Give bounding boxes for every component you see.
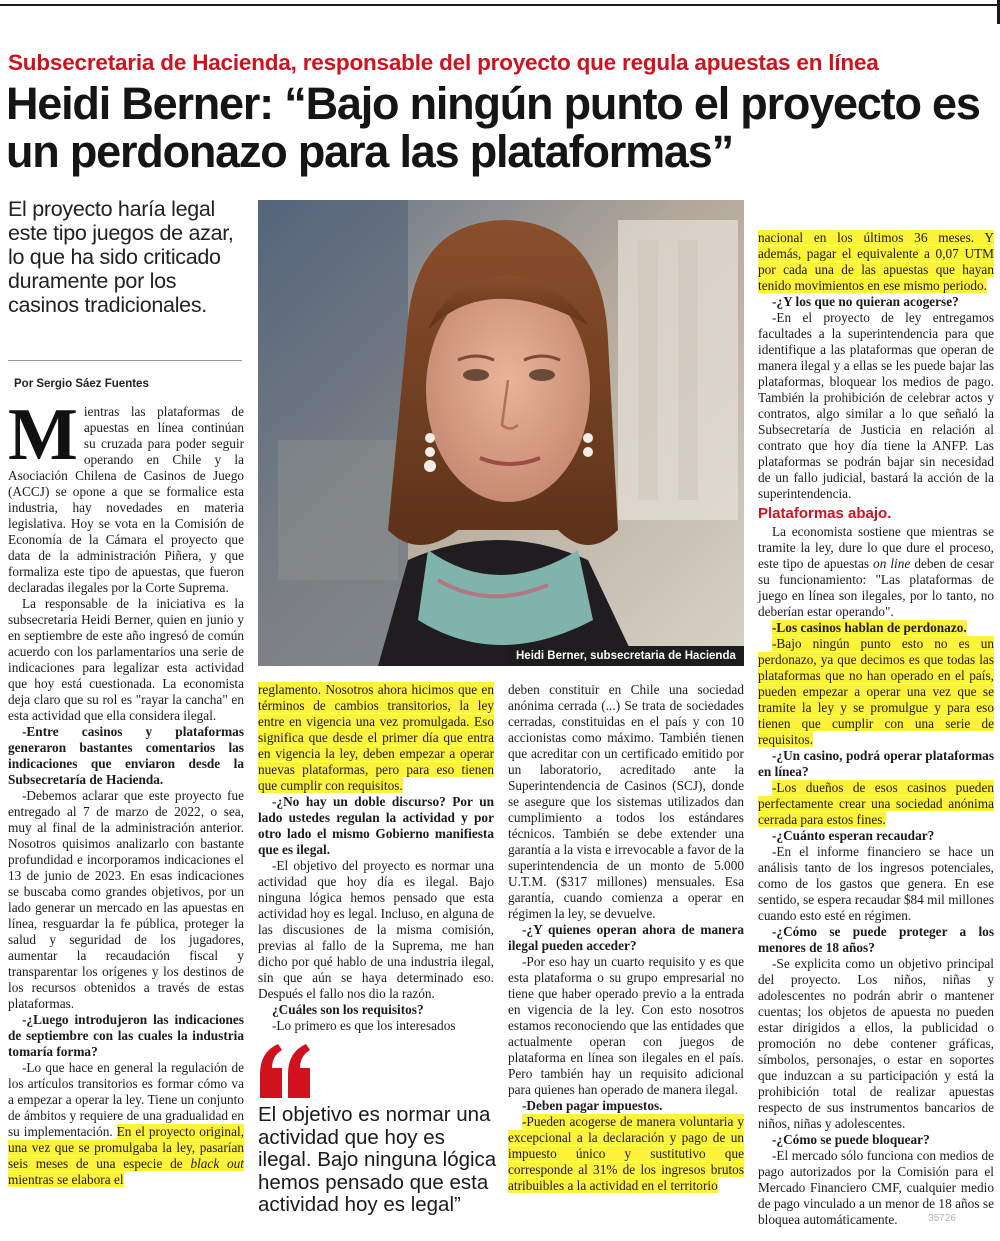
question: -Entre casinos y plataformas generaron bastantes comentarios las indicaciones que enviaron desde la Subsecretaría de Hacienda. [8, 724, 244, 787]
page-number: 35726 [928, 1213, 956, 1224]
highlighted-text: -Los dueños de esos casinos pueden perfectamente crear una sociedad anónima cerrada para estos fines. [758, 780, 994, 827]
answer: -Lo que hace en general la regulación de los artículos transitorios es formar cómo va a empezar a operar la ley. Tiene un conjunto de ámbitos y requiere de una gradualidad en su implementación. En el proyecto original, una vez que se promulgaba la ley, pasarían seis meses de una especie de black out mientras se elabora el [8, 1060, 244, 1187]
lead-paragraph: El proyecto haría legal este tipo juegos de azar, lo que ha sido criticado duramente por los casinos tradicionales. [8, 197, 234, 317]
question: -¿Un casino, podrá operar plataformas en línea? [758, 748, 994, 779]
question: -¿Cómo se puede bloquear? [772, 1132, 930, 1147]
article-column-2 [258, 682, 494, 1034]
answer: -Por eso hay un cuarto requisito y es que esta plataforma o su grupo empresarial no tiene que haber operado previo a la entrada en vigencia de la ley. Con esto nosotros estamos reconociendo que las entidades que actualmente operan con juegos de plataforma en línea son ilegales en el país. Pero también hay un requisito adicional para quienes han operado de manera ilegal. [508, 954, 744, 1097]
highlighted-italic: black out [190, 1156, 244, 1171]
question: -Deben pagar impuestos. [522, 1098, 663, 1113]
byline: Por Sergio Sáez Fuentes [14, 378, 149, 390]
question: -¿No hay un doble discurso? Por un lado ustedes regulan la actividad y por otro lado el mismo Gobierno manifiesta que es ilegal. [258, 794, 494, 857]
question: -¿Cuánto esperan recaudar? [772, 828, 935, 843]
headline: Heidi Berner: “Bajo ningún punto el proyecto es un perdonazo para las plataformas” [6, 78, 980, 177]
intro-paragraph: Mientras las plataformas de apuestas en línea continúan su cruzada para poder seguir operando en Chile y la Asociación Chilena de Casinos de Juego (ACCJ) se opone a que se formalice esta industria, hay novedades en materia legislativa. Hoy se vota en la Comisión de Economía de la Cámara el proyecto que data de la administración Piñera, y que formaliza este tipo de apuestas, que fueron declaradas ilegales por la Corte Suprema. [8, 394, 244, 595]
highlighted-text: reglamento. Nosotros ahora hicimos que en términos de cambios transitorios, la ley entre en vigencia una vez promulgada. Eso significa que desde el primer día que entra en vigencia la ley, deben empezar a operar nuevas plataformas, pero para eso tienen que cumplir con requisitos. [258, 682, 494, 793]
question: ¿Cuáles son los requisitos? [272, 1002, 424, 1017]
article-column-3 [508, 682, 744, 1194]
paragraph: deben constituir en Chile una sociedad anónima cerrada (...) Se trata de sociedades cerradas, constituidas en el país y con 10 accionistas como máximo. También tienen que acreditar con un certificado emitido por un laboratorio, acreditado ante la Superintendencia de Casinos (SCJ), donde se asegure que los sistemas utilizados dan cumplimiento a todos los estándares técnicos. También se debe extender una garantía a la vista e irrevocable a favor de la superintendencia de un monto de 5.000 U.T.M. ($317 millones) mensuales. Esa garantía, cuando comienza a operar en régimen la ley, se devuelve. [508, 682, 744, 921]
answer: -El objetivo del proyecto es normar una actividad que hoy día es ilegal. Bajo ninguna lógica hemos pensado que esta actividad hoy es legal. Incluso, en alguna de las discusiones de la misma comisión, previas al fallo de la Suprema, me han dicho por qué hablo de una industria ilegal, sin que aún se haya determinado eso. Después el fallo nos dio la razón. [258, 858, 494, 1001]
portrait-illustration [258, 200, 744, 666]
answer: -En el proyecto de ley entregamos facultades a la superintendencia para que identifique a las plataformas que operan de manera ilegal y a ellas se les puede bajar las plataformas, bloquear los medios de pago. También la prohibición de celebrar actos y contratos, algo similar a lo que señaló la Subsecretaría de Justicia en relación al contrato que hoy día tiene la ANFP. Las plataformas se podrán bajar sin necesidad de un fallo judicial, bastará la acción de la superintendencia. [758, 310, 994, 501]
question [758, 620, 994, 636]
highlighted-text: -Bajo ningún punto esto no es un perdonazo, ya que decimos es que todas las plataformas que no han operado en el país, pueden empezar a operar una vez que se tramite la ley y se promulgue y para eso tienen que cumplir con una serie de requisitos. [758, 636, 994, 747]
article-column-4 [758, 230, 994, 1228]
highlighted-text: En el proyecto original, una vez que se promulgaba la ley, pasarían seis meses de una especie de [8, 1124, 244, 1171]
paragraph [258, 682, 494, 794]
kicker: Subsecretaria de Hacienda, responsable del proyecto que regula apuestas en línea [8, 50, 879, 75]
photo-caption: Heidi Berner, subsecretaria de Hacienda [508, 646, 744, 666]
highlighted-text: nacional en los últimos 36 meses. Y además, pagar el equivalente a 0,07 UTM por cada una de las apuestas que hayan tenido movimientos en ese mismo periodo. [758, 230, 994, 293]
subheading: Plataformas abajo. [758, 505, 892, 522]
answer [758, 636, 994, 748]
answer: -Se explicita como un objetivo principal del proyecto. Los niños, niñas y adolescentes no podrán abrir o mantener cuentas; los objetos de apuesta no pueden estar dirigidos a ellos, la publicidad o promoción no debe contener gráficas, símbolos, personajes, o estar en soportes que induzcan a su participación y está la prohibición total de realizar apuestas respecto de sus instrumentos bancarios de niños, niñas y adolescentes. [758, 956, 994, 1131]
pull-quote: El objetivo es normar una actividad que hoy es ilegal. Bajo ninguna lógica hemos pensado que esta actividad hoy es legal” [258, 1103, 497, 1216]
answer [758, 780, 994, 828]
answer [508, 1114, 744, 1194]
quote-mark-icon [256, 1038, 316, 1102]
paragraph: La economista sostiene que mientras se tramite la ley, dure lo que dure el proceso, este tipo de apuestas on line deben de cesar su funcionamiento: "Las plataformas de juego en línea son ilegales, por lo tanto, no deberían estar operando". [758, 524, 994, 619]
highlighted-text: mientras se elabora el [8, 1172, 124, 1187]
paragraph: La responsable de la iniciativa es la subsecretaria Heidi Berner, quien en junio y en septiembre de este año ingresó de común acuerdo con los parlamentarios una serie de indicaciones para legalizar esta actividad que hoy está cuestionada. La economista deja claro que su rol es "rayar la cancha" en esta actividad que ella considera ilegal. [8, 596, 244, 723]
highlighted-text: -Pueden acogerse de manera voluntaria y excepcional a la declaración y pago de un impuesto único y sustitutivo que corresponde al 31% de los ingresos brutos atribuibles a la actividad en el territorio [508, 1114, 744, 1193]
article-column-1 [8, 394, 244, 1188]
answer: -En el informe financiero se hace un análisis tanto de los ingresos potenciales, como de los gastos que genera. En ese sentido, se espera recaudar $84 mil millones cuando esto esté en régimen. [758, 844, 994, 923]
highlighted-text: -Los casinos hablan de perdonazo. [772, 620, 967, 635]
lead-divider [8, 360, 242, 361]
question: -¿Y los que no quieran acogerse? [772, 294, 959, 309]
portrait-photo [258, 200, 744, 666]
question: -¿Luego introdujeron las indicaciones de septiembre con las cuales la industria tomaría forma? [8, 1012, 244, 1059]
drop-cap: M [8, 394, 78, 476]
answer: -Lo primero es que los interesados [272, 1018, 456, 1033]
question: -¿Y quienes operan ahora de manera ilegal pueden acceder? [508, 922, 744, 953]
question: -¿Cómo se puede proteger a los menores de 18 años? [758, 924, 994, 955]
paragraph [758, 230, 994, 294]
answer: -El mercado sólo funciona con medios de pago autorizados por la Comisión para el Mercado Financiero CMF, cualquier medio de pago vinculado a un menor de 18 años se bloquea automáticamente. [758, 1148, 994, 1227]
answer: -Debemos aclarar que este proyecto fue entregado al 7 de marzo de 2022, o sea, muy al final de la administración anterior. Nosotros quisimos analizarlo con bastante profundidad e incorporamos indicaciones el 13 de junio de 2023. En esas indicaciones se buscaba como grandes objetivos, por un lado generar un mercado en las apuestas en línea, resguardar la fe pública, proteger la salud y seguridad de los jugadores, aumentar la recaudación fiscal y transparentar los orígenes y los destinos de los recursos obtenidos a través de estas plataformas. [8, 788, 244, 1011]
top-rule [0, 4, 1000, 6]
